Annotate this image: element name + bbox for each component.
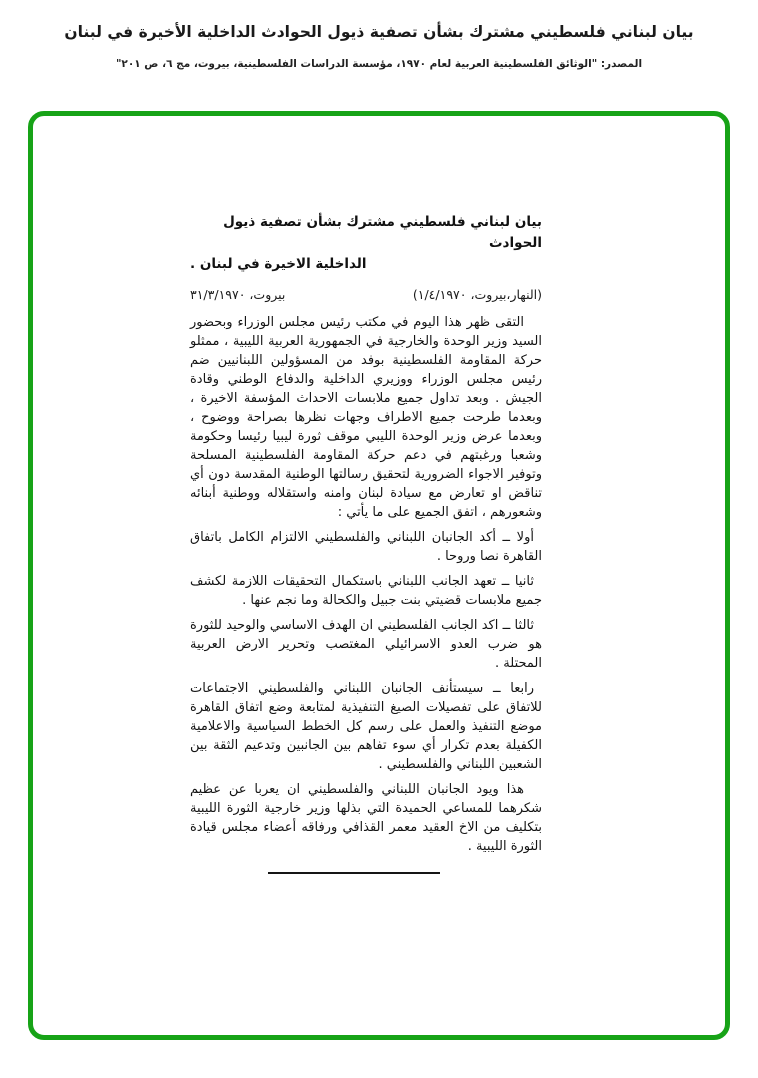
document-paragraph-third: ثالثا ــ اكد الجانب الفلسطيني ان الهدف الاساسي والوحيد للثورة هو ضرب العدو الاسرائيلي المغتصب وتحرير الارض العربية المحتلة . [190, 618, 542, 671]
page-header [0, 22, 758, 70]
document-page [190, 212, 542, 874]
page-title: بيان لبناني فلسطيني مشترك بشأن تصفية ذيول الحوادث الداخلية الأخيرة في لبنان [64, 23, 694, 41]
end-divider [268, 872, 440, 874]
document-title-line1: بيان لبناني فلسطيني مشترك بشأن تصفية ذيول الحوادث [223, 214, 542, 251]
document-paragraph-first: أولا ــ أكد الجانبان اللبناني والفلسطيني الالتزام الكامل باتفاق القاهرة نصا وروحا . [190, 530, 542, 564]
document-paragraph-second: ثانيا ــ تعهد الجانب اللبناني باستكمال التحقيقات اللازمة لكشف جميع ملابسات قضيتي بنت جبيل والكحالة وما نجم عنها . [190, 574, 542, 608]
document-paragraph-intro: التقى ظهر هذا اليوم في مكتب رئيس مجلس الوزراء وبحضور السيد وزير الوحدة والخارجية في الجمهورية العربية الليبية ، ممثلو حركة المقاومة الفلسطينية بوفد من المسؤولين اللبنانيين ضم رئيس مجلس الوزراء ووزيري الداخلية والدفاع الوطني وقادة الجيش . وبعد تداول جميع ملابسات الاحداث المؤسفة الاخيرة ، وبعدما طرحت جميع الاطراف وجهات نظرها بصراحة ووضوح ، وبعدما عرض وزير الوحدة الليبي موقف ثورة ليبيا رئيسا وحكومة وشعبا ورغبتهم في دعم حركة المقاومة الفلسطينية المسلحة وتوفير الاجواء الضرورية لتحقيق رسالتها الوطنية المقدسة دون أي تناقض او تعارض مع سيادة لبنان وامنه واستقلاله ووطنية أبنائه وشعورهم ، اتفق الجميع على ما يأتي : [190, 315, 542, 520]
document-body [190, 313, 542, 856]
document-title [190, 212, 542, 275]
dateline-source-ref: (النهار،بيروت، ١/٤/١٩٧٠) [412, 287, 542, 302]
dateline-place-date: بيروت، ٣١/٣/١٩٧٠ [190, 287, 286, 302]
document-frame [28, 111, 730, 1040]
document-paragraph-fourth: رابعا ــ سيستأنف الجانبان اللبناني والفلسطيني الاجتماعات للاتفاق على تفصيلات الصيغ التنفيذية لمتابعة وضع اتفاق القاهرة موضع التنفيذ والعمل على رسم كل الخطط السياسية والاعلامية الكفيلة بعدم تكرار أي سوء تفاهم بين الجانبين وتدعيم الثقة بين الشعبين اللبناني والفلسطيني . [190, 681, 542, 772]
document-paragraph-closing: هذا ويود الجانبان اللبناني والفلسطيني ان يعربا عن عظيم شكرهما للمساعي الحميدة التي بذلها وزير خارجية الثورة الليبية بتكليف من الاخ العقيد معمر القذافي ورفاقه أعضاء مجلس قيادة الثورة الليبية . [190, 782, 542, 854]
document-title-line2: الداخلية الاخيرة في لبنان . [190, 256, 367, 272]
source-citation: المصدر: "الوثائق الفلسطينية العربية لعام ١٩٧٠، مؤسسة الدراسات الفلسطينية، بيروت، مج ٦، ص ٢٠١" [115, 57, 643, 70]
dateline-row [190, 287, 542, 302]
